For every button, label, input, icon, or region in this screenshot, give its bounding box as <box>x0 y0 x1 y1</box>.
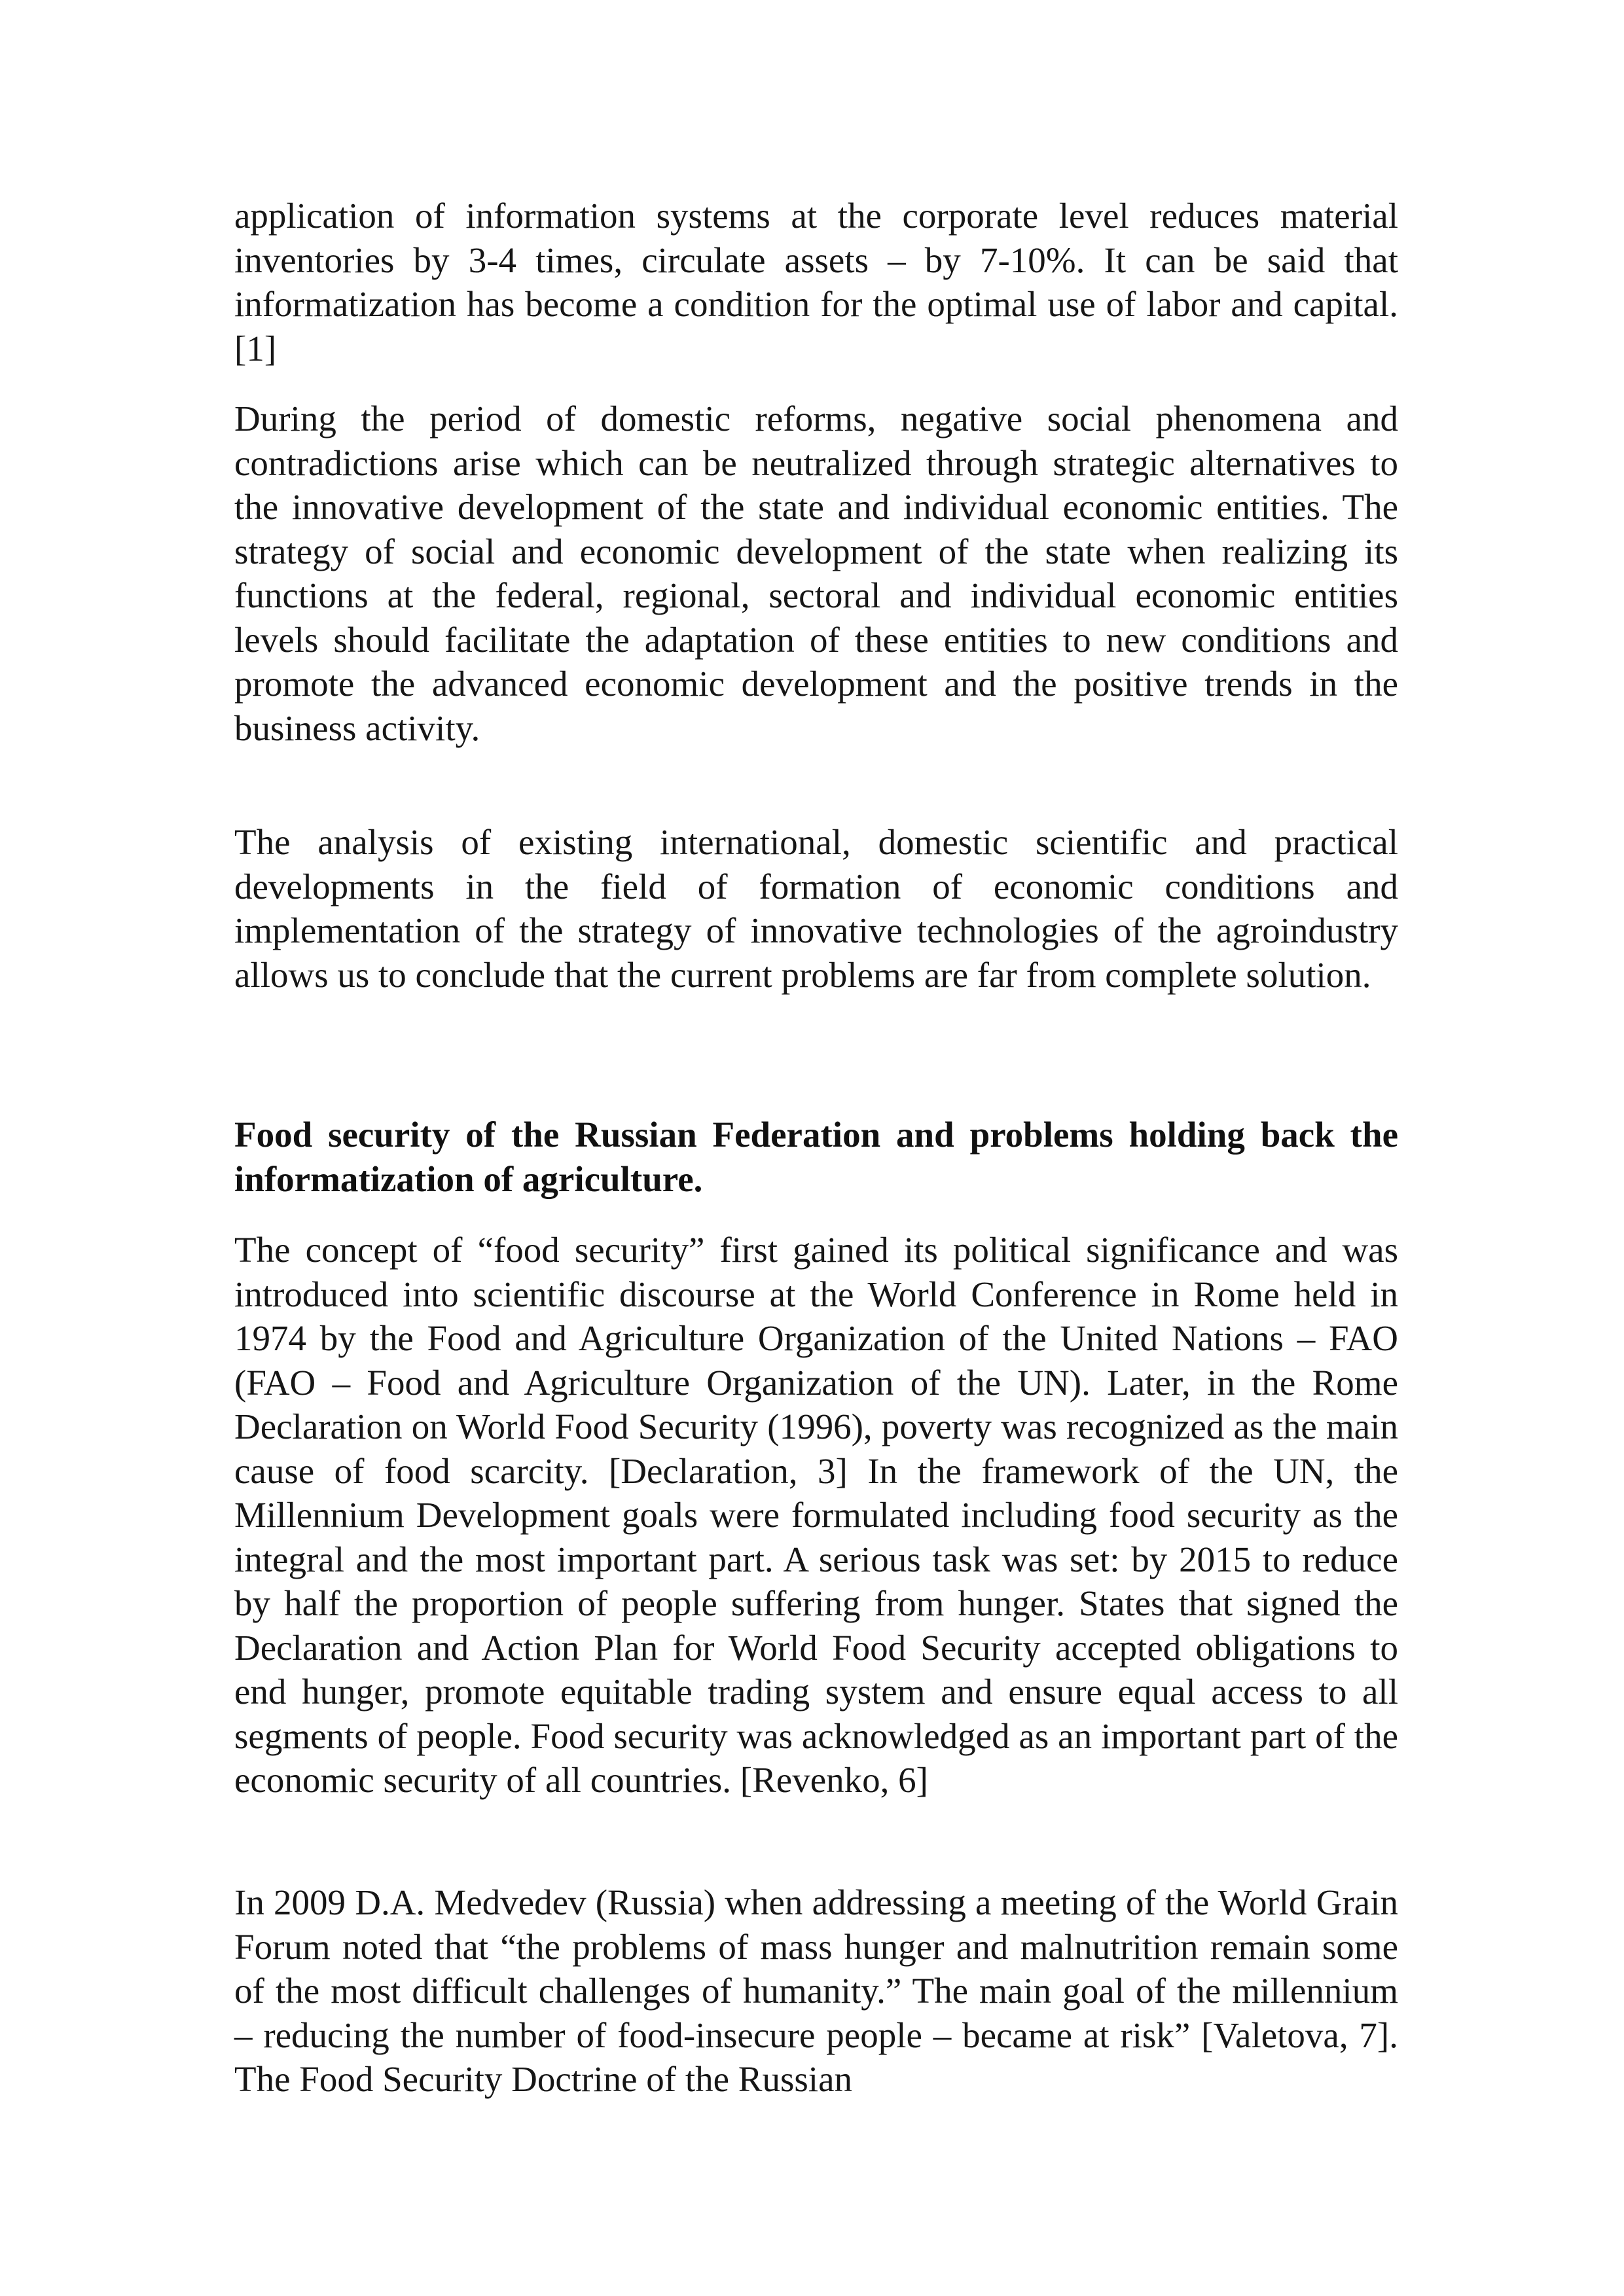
section-heading: Food security of the Russian Federation and problems holding back the informatization of agriculture. <box>234 1115 1398 1199</box>
paragraph-analysis: The analysis of existing international, domestic scientific and practical developments in the field of formation of economic conditions and implementation of the strategy of innovative technologies of the agroindustry allows us to conclude that the current problems are far from complete solution. <box>234 822 1398 995</box>
paragraph-food-security-concept: The concept of “food security” first gained its political significance and was introduced into scientific discourse at the World Conference in Rome held in 1974 by the Food and Agriculture Organization of the United Nations – FAO (FAO – Food and Agriculture Organization of the UN). Later, in the Rome Declaration on World Food Security (1996), poverty was recognized as the main cause of food scarcity. [Declaration, 3] In the framework of the UN, the Millennium Development goals were formulated including food security as the integral and the most important part. A serious task was set: by 2015 to reduce by half the proportion of people suffering from hunger. States that signed the Declaration and Action Plan for World Food Security accepted obligations to end hunger, promote equitable trading system and ensure equal access to all segments of people. Food security was acknowledged as an important part of the economic security of all countries. [Revenko, 6] <box>234 1230 1398 1800</box>
paragraph-informatization: application of information systems at the corporate level reduces material inventories by 3-4 times, circulate assets – by 7-10%. It can be said that informatization has become a condition for the optimal use of labor and capital. [1] <box>234 196 1398 368</box>
paragraph-domestic-reforms: During the period of domestic reforms, negative social phenomena and contradictions arise which can be neutralized through strategic alternatives to the innovative development of the state and individual economic entities. The strategy of social and economic development of the state when realizing its functions at the federal, regional, sectoral and individual economic entities levels should facilitate the adaptation of these entities to new conditions and promote the advanced economic development and the positive trends in the business activity. <box>234 399 1398 748</box>
paragraph-medvedev-quote: In 2009 D.A. Medvedev (Russia) when addressing a meeting of the World Grain Forum noted that “the problems of mass hunger and malnutrition remain some of the most difficult challenges of humanity.” The main goal of the millennium – reducing the number of food-insecure people – became at risk” [Valetova, 7]. The Food Security Doctrine of the Russian <box>234 1882 1398 2099</box>
